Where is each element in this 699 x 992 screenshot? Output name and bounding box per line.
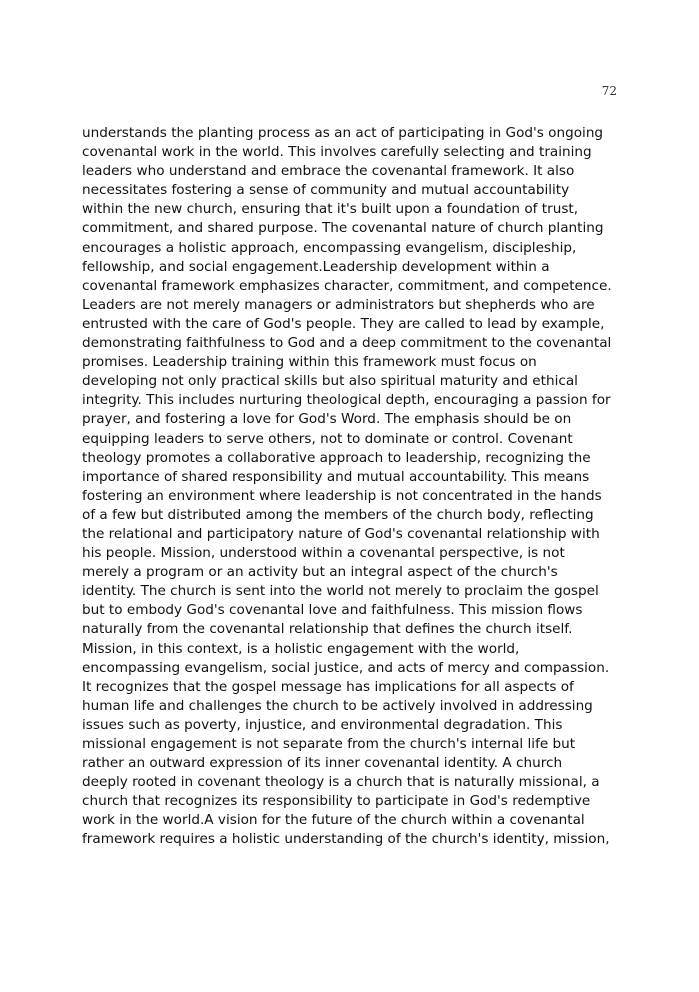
text-line: understands the planting process as an act of participating in God's ongoing	[82, 125, 604, 141]
text-line: developing not only practical skills but also spiritual maturity and ethical	[82, 373, 578, 390]
text-line: deeply rooted in covenant theology is a church that is naturally missional, a	[82, 774, 600, 791]
text-line: encourages a holistic approach, encompassing evangelism, discipleship,	[82, 239, 577, 256]
text-line: demonstrating faithfulness to God and a deep commitment to the covenantal	[82, 335, 612, 352]
text-line: naturally from the covenantal relationship that defines the church itself.	[82, 621, 573, 638]
text-line: of a few but distributed among the members of the church body, reflecting	[82, 506, 594, 523]
text-line: rather an outward expression of its inner covenantal identity. A church	[82, 755, 563, 772]
text-line: Mission, in this context, is a holistic engagement with the world,	[82, 640, 520, 657]
text-line: importance of shared responsibility and mutual accountability. This means	[82, 468, 590, 485]
text-line: encompassing evangelism, social justice, and acts of mercy and compassion.	[82, 659, 610, 676]
text-line: identity. The church is sent into the world not merely to proclaim the gospel	[82, 583, 599, 600]
text-line: the relational and participatory nature of God's covenantal relationship with	[82, 525, 600, 542]
text-line: leaders who understand and embrace the covenantal framework. It also	[82, 163, 575, 180]
text-line: integrity. This includes nurturing theological depth, encouraging a passion for	[82, 392, 611, 409]
text-line: but to embody God's covenantal love and faithfulness. This mission flows	[82, 602, 583, 619]
text-line: human life and challenges the church to be actively involved in addressing	[82, 697, 593, 714]
text-line: It recognizes that the gospel message has implications for all aspects of	[82, 678, 574, 695]
text-line: necessitates fostering a sense of community and mutual accountability	[82, 182, 570, 199]
page-number: 72	[601, 84, 617, 98]
text-line: commitment, and shared purpose. The covenantal nature of church planting	[82, 220, 604, 237]
text-line: fellowship, and social engagement.Leadership development within a	[82, 258, 550, 275]
text-line: covenantal framework emphasizes character, commitment, and competence.	[82, 277, 612, 294]
text-line: within the new church, ensuring that it's built upon a foundation of trust,	[82, 201, 579, 218]
text-line: covenantal work in the world. This involves carefully selecting and training	[82, 144, 592, 161]
text-line: church that recognizes its responsibility to participate in God's redemptive	[82, 793, 591, 810]
text-line: missional engagement is not separate from the church's internal life but	[82, 736, 576, 752]
text-line: promises. Leadership training within this framework must focus on	[82, 354, 537, 371]
text-line: work in the world.A vision for the future of the church within a covenantal	[82, 812, 585, 829]
text-line: Leaders are not merely managers or administrators but shepherds who are	[82, 296, 595, 313]
text-line: issues such as poverty, injustice, and environmental degradation. This	[82, 716, 563, 733]
text-line: framework requires a holistic understanding of the church's identity, mission,	[82, 831, 610, 848]
body-text	[82, 124, 622, 850]
text-line: fostering an environment where leadership is not concentrated in the hands	[82, 487, 602, 504]
text-line: entrusted with the care of God's people. They are called to lead by example,	[82, 315, 605, 332]
text-line: prayer, and fostering a love for God's Word. The emphasis should be on	[82, 411, 572, 428]
text-line: theology promotes a collaborative approach to leadership, recognizing the	[82, 449, 591, 466]
text-line: equipping leaders to serve others, not to dominate or control. Covenant	[82, 430, 573, 447]
text-line: his people. Mission, understood within a covenantal perspective, is not	[82, 545, 565, 562]
text-line: merely a program or an activity but an integral aspect of the church's	[82, 564, 558, 581]
